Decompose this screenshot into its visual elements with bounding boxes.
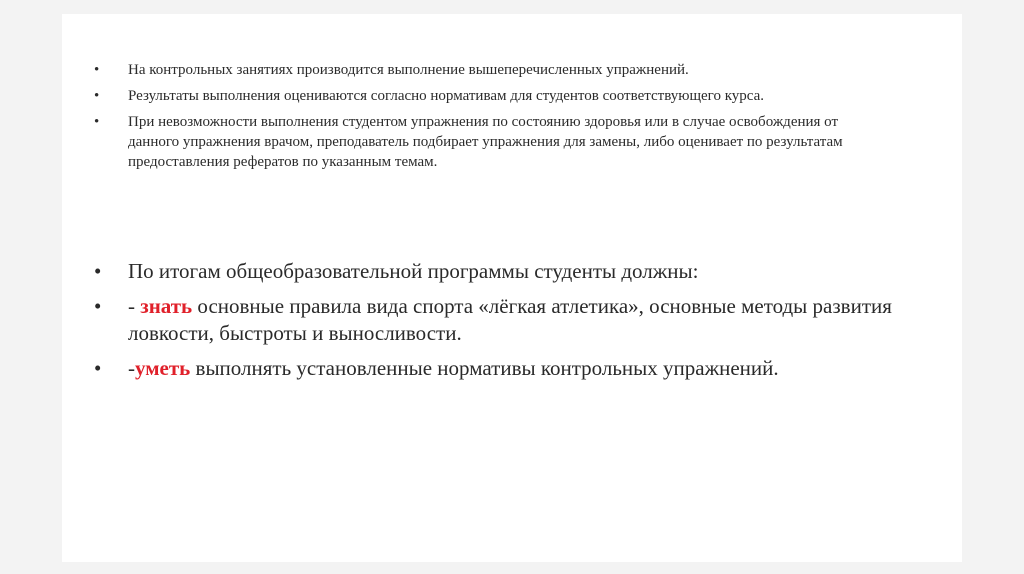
- outcomes-intro-text: По итогам общеобразовательной программы студенты должны:: [128, 259, 699, 283]
- outcome-can-keyword: уметь: [135, 356, 191, 380]
- outcome-can-prefix: -: [128, 356, 135, 380]
- outcomes-intro: [88, 258, 928, 285]
- outcome-can: [88, 355, 928, 382]
- outcome-know: [88, 293, 928, 347]
- bullet-icon: •: [94, 259, 102, 283]
- outcome-know-text: основные правила вида спорта «лёгкая атлетика», основные методы развития ловкости, быстроты и выносливости.: [128, 294, 892, 345]
- list-item: [88, 86, 868, 106]
- list-item: [88, 112, 868, 172]
- outcome-know-keyword: знать: [140, 294, 193, 318]
- outcome-can-text: выполнять установленные нормативы контрольных упражнений.: [190, 356, 779, 380]
- slide: [62, 14, 962, 562]
- bullet-icon: •: [94, 88, 100, 104]
- bullet-icon: •: [94, 114, 100, 130]
- bullet-icon: •: [94, 356, 102, 380]
- outcome-know-prefix: -: [128, 294, 141, 318]
- list-item: [88, 60, 868, 80]
- assessment-rules-list: [88, 60, 868, 178]
- list-item-text: Результаты выполнения оцениваются согласно нормативам для студентов соответствующего курса.: [128, 88, 765, 104]
- outcomes-list: [88, 258, 928, 390]
- list-item-text: На контрольных занятиях производится выполнение вышеперечисленных упражнений.: [128, 62, 689, 78]
- bullet-icon: •: [94, 294, 102, 318]
- bullet-icon: •: [94, 62, 100, 78]
- list-item-text: При невозможности выполнения студентом упражнения по состоянию здоровья или в случае освобождения от данного упражнения врачом, преподаватель подбирает упражнения для замены, либо оценивает по результатам предоставления рефератов по указанным темам.: [128, 114, 843, 170]
